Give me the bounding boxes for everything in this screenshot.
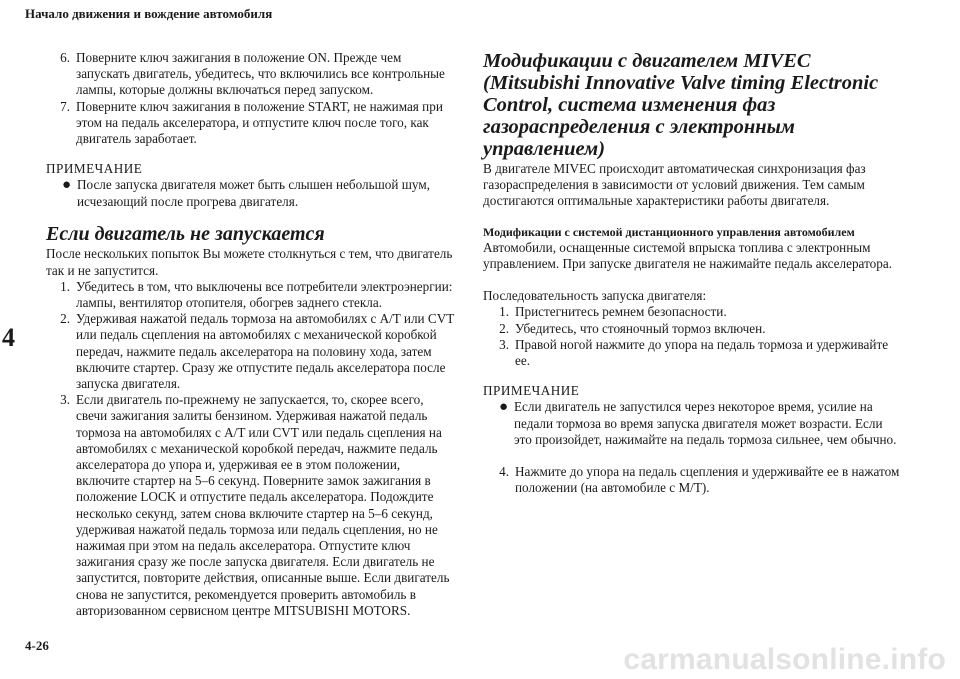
final-step-list: [483, 464, 903, 496]
step-number: 3.: [499, 336, 509, 352]
step-text: Нажмите до упора на педаль сцепления и удерживайте ее в нажатом положении (на автомобиле с M/T).: [515, 464, 900, 496]
list-item: [483, 304, 903, 320]
step-text: Если двигатель по-прежнему не запускается, то, скорее всего, свечи зажигания залиты бензином. Удерживая нажатой педаль тормоза на автомобилях с A/T или CVT или педаль сцепления на автомобилях с механической коробкой передач, нажмите педаль акселератора до упора и, удерживая ее в этом положении, включите стартер на 5–6 секунд. Поверните замок зажигания в положение LOCK и отпустите педаль акселератора. Подождите несколько секунд, затем снова включите стартер на 5–6 секунд, удерживая нажатой педаль тормоза или педаль сцепления, но не нажимая при этом на педаль акселератора. Отпустите ключ зажигания сразу же после запуска двигателя. Если двигатель не запустится, повторите действия, описанные выше. Если двигатель снова не запустится, рекомендуется проверить автомобиль в авторизованном сервисном центре MITSUBISHI MOTORS.: [76, 392, 450, 618]
list-item: [483, 464, 903, 496]
start-steps-list: [46, 50, 456, 147]
list-item: [483, 321, 903, 337]
note-text: После запуска двигателя может быть слышен небольшой шум, исчезающий после прогрева двигателя.: [77, 177, 430, 209]
start-sequence-list: [483, 304, 903, 369]
step-number: 4.: [499, 464, 509, 480]
step-number: 2.: [499, 320, 509, 336]
bullet-icon: ●: [498, 399, 508, 416]
list-item: [46, 279, 456, 311]
list-item: [46, 311, 456, 392]
note-item: [483, 399, 903, 448]
right-column: [483, 50, 903, 496]
note-item: [46, 177, 456, 209]
step-number: 2.: [60, 311, 70, 327]
intro-paragraph: После нескольких попыток Вы можете столкнуться с тем, что двигатель так и не запустится.: [46, 246, 453, 278]
section-heading: Если двигатель не запускается: [46, 222, 325, 245]
step-number: 1.: [60, 278, 70, 294]
subsection-text: Автомобили, оснащенные системой впрыска топлива с электронным управлением. При запуске двигателя не нажимайте педаль акселератора.: [483, 239, 892, 272]
left-column: [46, 50, 456, 619]
chapter-tab-number: 4: [2, 323, 15, 352]
running-header: Начало движения и вождение автомобиля: [25, 6, 273, 21]
watermark: carmanualsonline.info: [623, 643, 946, 676]
list-item: [483, 337, 903, 369]
step-number: 6.: [60, 50, 70, 65]
list-item: [46, 50, 456, 99]
step-number: 7.: [60, 98, 70, 114]
subsection-heading: Модификации с системой дистанционного управления автомобилем: [483, 224, 855, 239]
intro-paragraph: В двигателе MIVEC происходит автоматическая синхронизация фаз газораспределения в зависимости от условий движения. Тем самым достигаются оптимальные характеристики работы двигателя.: [483, 161, 866, 209]
sequence-label: Последовательность запуска двигателя:: [483, 288, 707, 304]
step-text: Удерживая нажатой педаль тормоза на автомобилях с A/T или CVT или педаль сцепления на автомобилях с механической коробкой передач, нажмите педаль акселератора на половину хода, затем включите стартер. Сразу же отпустите педаль акселератора после запуска двигателя.: [76, 311, 455, 392]
section-title: Модификации с двигателем MIVEC (Mitsubishi Innovative Valve timing Electronic Control, система изменения фаз газораспределения с электронным управлением): [483, 50, 879, 160]
note-label: ПРИМЕЧАНИЕ: [46, 161, 143, 177]
step-text: Убедитесь, что стояночный тормоз включен.: [515, 320, 766, 336]
step-text: Поверните ключ зажигания в положение ON. Прежде чем запускать двигатель, убедитесь, что включились все контрольные лампы, которые должны включаться перед запуском.: [76, 50, 445, 98]
list-item: [46, 99, 456, 148]
note-label: ПРИМЕЧАНИЕ: [483, 383, 580, 399]
step-text: Поверните ключ зажигания в положение START, не нажимая при этом на педаль акселератора, и отпустите ключ после того, как двигатель заработает.: [76, 98, 443, 147]
step-text: Правой ногой нажмите до упора на педаль тормоза и удерживайте ее.: [515, 336, 889, 369]
bullet-icon: ●: [61, 177, 71, 194]
step-text: Убедитесь в том, что выключены все потребители электроэнергии: лампы, вентилятор отопителя, обогрев заднего стекла.: [76, 278, 453, 311]
step-text: Пристегнитесь ремнем безопасности.: [515, 304, 727, 320]
page-number: 4-26: [25, 638, 49, 653]
troubleshoot-steps-list: [46, 279, 456, 619]
step-number: 3.: [60, 392, 70, 408]
note-text: Если двигатель не запустился через некоторое время, усилие на педали тормоза во время запуска двигателя может возрасти. Если это произойдет, нажимайте на педаль тормоза сильнее, чем обычно.: [514, 399, 897, 447]
list-item: [46, 392, 456, 619]
step-number: 1.: [499, 304, 509, 320]
